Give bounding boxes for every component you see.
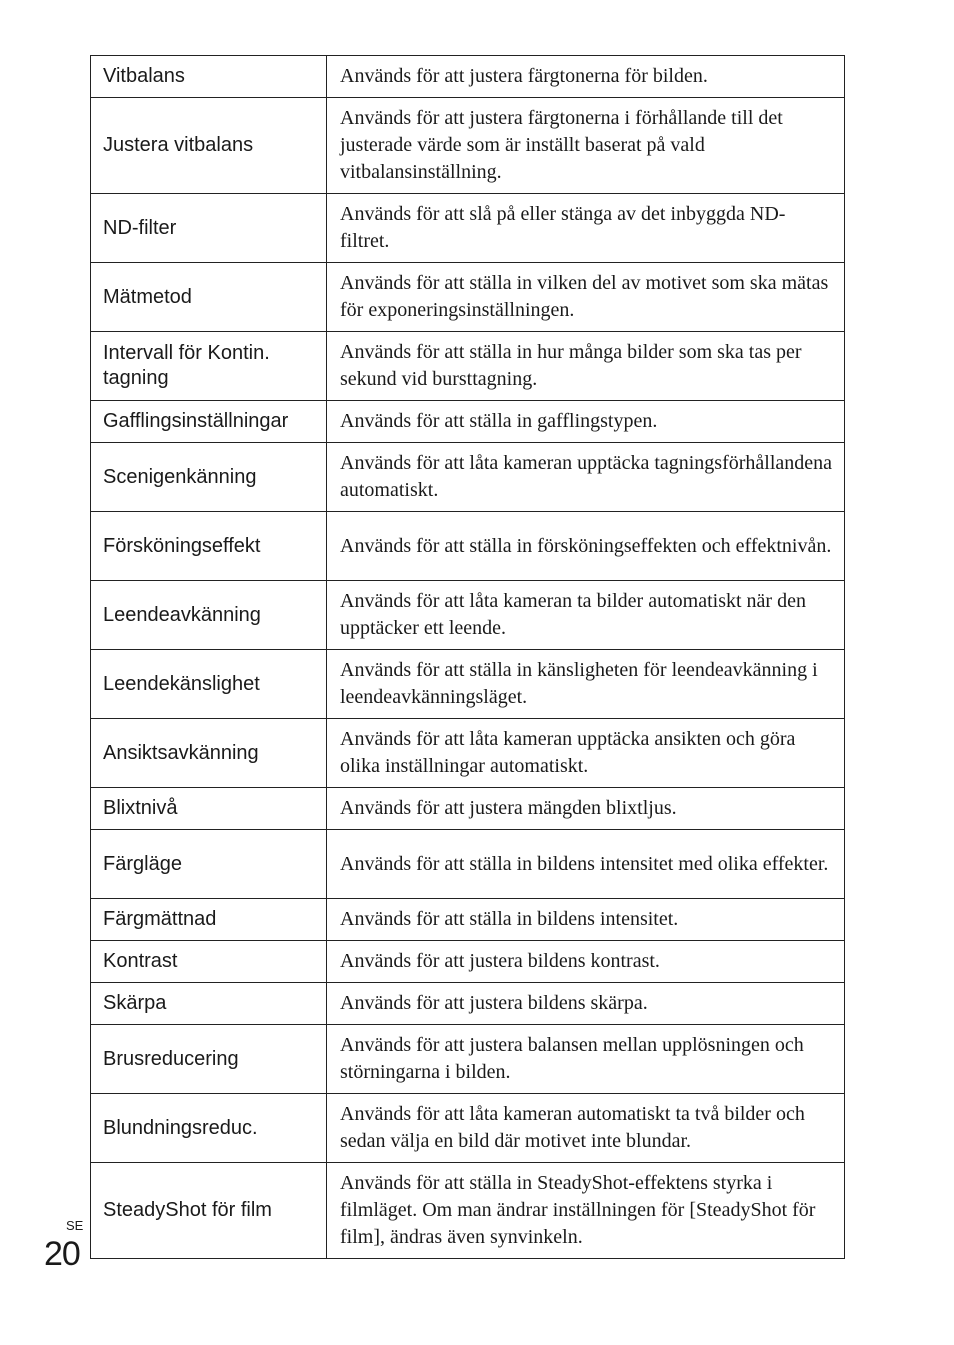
setting-description: Används för att ställa in känsligheten för leendeavkänning i leendeavkänningsläget. xyxy=(327,650,845,719)
setting-name: Skärpa xyxy=(91,983,327,1025)
table-row xyxy=(91,512,845,581)
setting-description: Används för att justera färgtonerna i förhållande till det justerade värde som är inställt baserat på vald vitbalansinställning. xyxy=(327,98,845,194)
table-row xyxy=(91,719,845,788)
setting-name: Gafflingsinställningar xyxy=(91,401,327,443)
setting-description: Används för att låta kameran automatiskt ta två bilder och sedan välja en bild där motivet inte blundar. xyxy=(327,1094,845,1163)
setting-name: SteadyShot för film xyxy=(91,1163,327,1259)
page-number: 20 xyxy=(44,1235,80,1273)
setting-description: Används för att justera bildens kontrast. xyxy=(327,941,845,983)
setting-description: Används för att justera balansen mellan upplösningen och störningarna i bilden. xyxy=(327,1025,845,1094)
table-row xyxy=(91,983,845,1025)
language-code: SE xyxy=(66,1218,84,1233)
setting-name: Intervall för Kontin. tagning xyxy=(91,332,327,401)
setting-description: Används för att justera färgtonerna för bilden. xyxy=(327,56,845,98)
setting-name: Kontrast xyxy=(91,941,327,983)
setting-description: Används för att ställa in vilken del av motivet som ska mätas för exponeringsinställningen. xyxy=(327,263,845,332)
setting-name: ND-filter xyxy=(91,194,327,263)
table-row xyxy=(91,263,845,332)
setting-description: Används för att ställa in SteadyShot-effektens styrka i filmläget. Om man ändrar inställningen för [SteadyShot för film], ändras även synvinkeln. xyxy=(327,1163,845,1259)
table-row xyxy=(91,1025,845,1094)
table-row xyxy=(91,941,845,983)
table-row xyxy=(91,581,845,650)
setting-name: Blundningsreduc. xyxy=(91,1094,327,1163)
setting-description: Används för att låta kameran upptäcka tagningsförhållandena automatiskt. xyxy=(327,443,845,512)
setting-description: Används för att justera mängden blixtljus. xyxy=(327,788,845,830)
setting-description: Används för att låta kameran ta bilder automatiskt när den upptäcker ett leende. xyxy=(327,581,845,650)
setting-name: Försköningseffekt xyxy=(91,512,327,581)
table-row xyxy=(91,98,845,194)
setting-name: Färgläge xyxy=(91,830,327,899)
setting-description: Används för att ställa in bildens intensitet med olika effekter. xyxy=(327,830,845,899)
setting-description: Används för att ställa in hur många bilder som ska tas per sekund vid bursttagning. xyxy=(327,332,845,401)
setting-name: Justera vitbalans xyxy=(91,98,327,194)
setting-name: Färgmättnad xyxy=(91,899,327,941)
table-row xyxy=(91,443,845,512)
table-row xyxy=(91,650,845,719)
table-row xyxy=(91,788,845,830)
setting-name: Blixtnivå xyxy=(91,788,327,830)
table-row xyxy=(91,332,845,401)
setting-description: Används för att justera bildens skärpa. xyxy=(327,983,845,1025)
table-row xyxy=(91,830,845,899)
setting-name: Vitbalans xyxy=(91,56,327,98)
table-row xyxy=(91,56,845,98)
table-row xyxy=(91,899,845,941)
setting-name: Ansiktsavkänning xyxy=(91,719,327,788)
table-row xyxy=(91,401,845,443)
setting-name: Mätmetod xyxy=(91,263,327,332)
setting-description: Används för att slå på eller stänga av det inbyggda ND-filtret. xyxy=(327,194,845,263)
table-row xyxy=(91,194,845,263)
table-row xyxy=(91,1163,845,1259)
setting-description: Används för att ställa in försköningseffekten och effektnivån. xyxy=(327,512,845,581)
settings-table xyxy=(90,55,845,1259)
settings-table-body xyxy=(91,56,845,1259)
setting-name: Scenigenkänning xyxy=(91,443,327,512)
setting-description: Används för att ställa in gafflingstypen. xyxy=(327,401,845,443)
setting-name: Leendekänslighet xyxy=(91,650,327,719)
setting-name: Leendeavkänning xyxy=(91,581,327,650)
table-row xyxy=(91,1094,845,1163)
setting-name: Brusreducering xyxy=(91,1025,327,1094)
setting-description: Används för att ställa in bildens intensitet. xyxy=(327,899,845,941)
setting-description: Används för att låta kameran upptäcka ansikten och göra olika inställningar automatiskt. xyxy=(327,719,845,788)
